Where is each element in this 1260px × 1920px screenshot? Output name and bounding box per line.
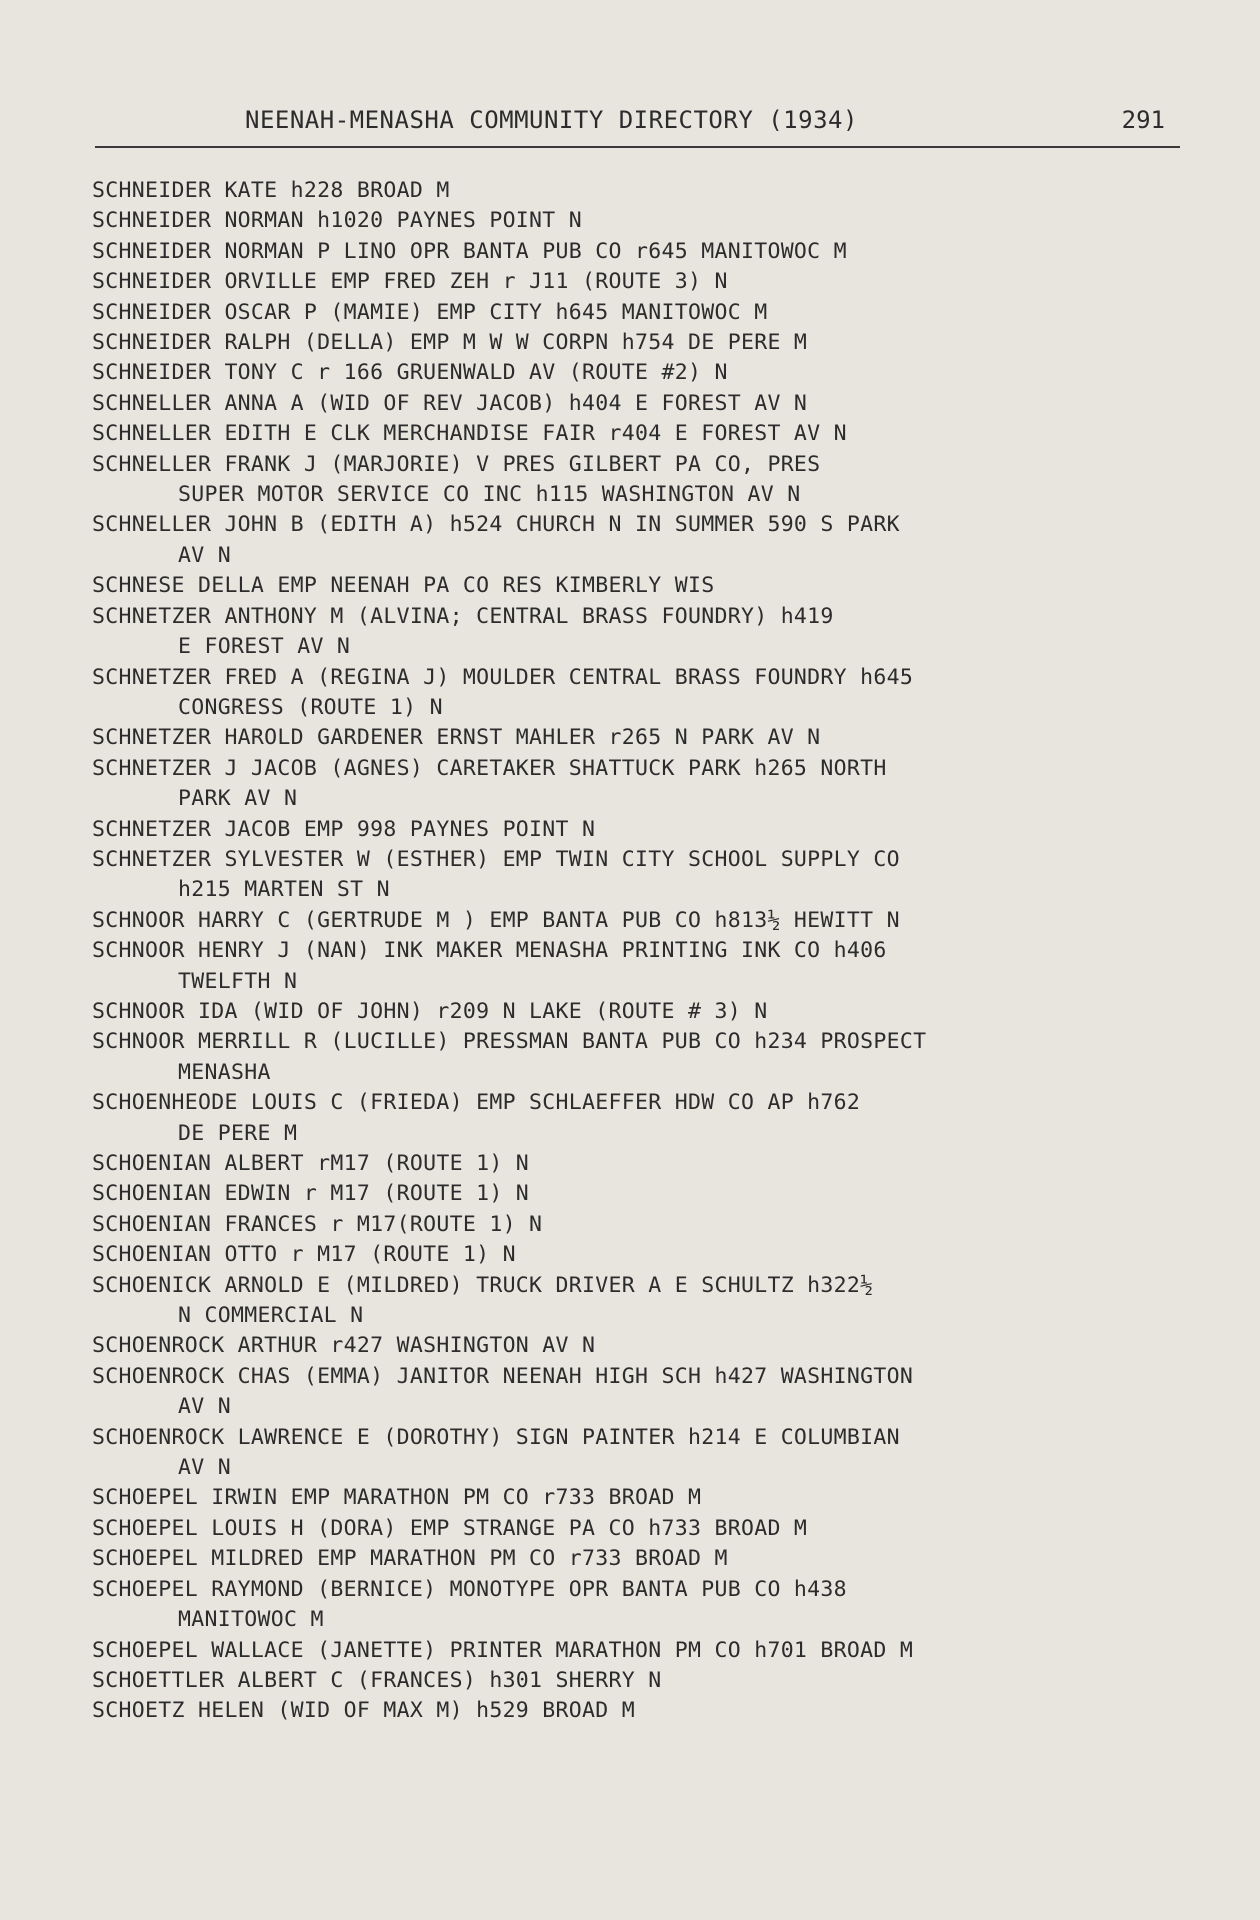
directory-entry-continuation: h215 MARTEN ST N (178, 877, 390, 903)
directory-entry-continuation: AV N (178, 542, 231, 568)
page-header (95, 106, 1180, 148)
directory-entry: SCHNETZER FRED A (REGINA J) MOULDER CENTRAL BRASS FOUNDRY h645 (92, 664, 914, 690)
directory-entry: SCHOENROCK CHAS (EMMA) JANITOR NEENAH HIGH SCH h427 WASHINGTON (92, 1363, 914, 1389)
directory-entry-continuation: E FOREST AV N (178, 634, 351, 660)
directory-entry: SCHOEPEL IRWIN EMP MARATHON PM CO r733 BROAD M (92, 1485, 702, 1511)
directory-entry: SCHNESE DELLA EMP NEENAH PA CO RES KIMBERLY WIS (92, 573, 715, 599)
directory-entry-continuation: MENASHA (178, 1059, 271, 1085)
directory-entry-continuation: AV N (178, 1394, 231, 1420)
directory-entry: SCHOEPEL WALLACE (JANETTE) PRINTER MARATHON PM CO h701 BROAD M (92, 1637, 914, 1663)
directory-entries (92, 176, 1192, 1727)
directory-entry-continuation: MANITOWOC M (178, 1607, 324, 1633)
directory-entry: SCHNOOR MERRILL R (LUCILLE) PRESSMAN BANTA PUB CO h234 PROSPECT (92, 1029, 927, 1055)
directory-entry: SCHNETZER SYLVESTER W (ESTHER) EMP TWIN CITY SCHOOL SUPPLY CO (92, 846, 900, 872)
directory-entry-continuation: SUPER MOTOR SERVICE CO INC h115 WASHINGTON AV N (178, 482, 801, 508)
directory-entry: SCHNETZER HAROLD GARDENER ERNST MAHLER r265 N PARK AV N (92, 725, 821, 751)
directory-entry: SCHNOOR HENRY J (NAN) INK MAKER MENASHA PRINTING INK CO h406 (92, 938, 887, 964)
directory-entry: SCHOENIAN OTTO r M17 (ROUTE 1) N (92, 1242, 516, 1268)
directory-entry: SCHOENHEODE LOUIS C (FRIEDA) EMP SCHLAEFFER HDW CO AP h762 (92, 1090, 861, 1116)
directory-entry-continuation: N COMMERCIAL N (178, 1303, 364, 1329)
directory-entry: SCHOENIAN FRANCES r M17(ROUTE 1) N (92, 1211, 543, 1237)
directory-entry-continuation: AV N (178, 1455, 231, 1481)
directory-entry: SCHNEIDER OSCAR P (MAMIE) EMP CITY h645 MANITOWOC M (92, 299, 768, 325)
page-title: NEENAH-MENASHA COMMUNITY DIRECTORY (1934) (245, 106, 858, 134)
directory-entry: SCHNOOR HARRY C (GERTRUDE M ) EMP BANTA PUB CO h813½ HEWITT N (92, 907, 900, 933)
directory-entry: SCHNEIDER KATE h228 BROAD M (92, 178, 450, 203)
directory-entry: SCHOENROCK ARTHUR r427 WASHINGTON AV N (92, 1333, 596, 1359)
directory-entry: SCHNEIDER NORMAN h1020 PAYNES POINT N (92, 208, 583, 234)
page-number: 291 (1121, 106, 1165, 134)
directory-entry: SCHNELLER JOHN B (EDITH A) h524 CHURCH N IN SUMMER 590 S PARK (92, 512, 900, 538)
directory-entry: SCHOENIAN EDWIN r M17 (ROUTE 1) N (92, 1181, 530, 1207)
directory-entry: SCHOENICK ARNOLD E (MILDRED) TRUCK DRIVER A E SCHULTZ h322½ (92, 1272, 874, 1298)
directory-entry: SCHNEIDER TONY C r 166 GRUENWALD AV (ROUTE #2) N (92, 360, 728, 386)
directory-entry: SCHNEIDER RALPH (DELLA) EMP M W W CORPN h754 DE PERE M (92, 330, 808, 356)
directory-entry: SCHOENIAN ALBERT rM17 (ROUTE 1) N (92, 1151, 530, 1176)
directory-entry: SCHOEPEL MILDRED EMP MARATHON PM CO r733 BROAD M (92, 1546, 728, 1572)
directory-entry-continuation: TWELFTH N (178, 968, 298, 994)
directory-entry: SCHNELLER ANNA A (WID OF REV JACOB) h404 E FOREST AV N (92, 390, 808, 416)
directory-entry: SCHNOOR IDA (WID OF JOHN) r209 N LAKE (ROUTE # 3) N (92, 998, 768, 1024)
directory-entry: SCHOEPEL RAYMOND (BERNICE) MONOTYPE OPR BANTA PUB CO h438 (92, 1576, 847, 1602)
directory-entry-continuation: PARK AV N (178, 786, 298, 812)
directory-entry: SCHOEPEL LOUIS H (DORA) EMP STRANGE PA CO h733 BROAD M (92, 1515, 808, 1541)
directory-entry: SCHOETTLER ALBERT C (FRANCES) h301 SHERRY N (92, 1667, 662, 1693)
directory-entry-continuation: DE PERE M (178, 1120, 298, 1146)
directory-entry: SCHNETZER ANTHONY M (ALVINA; CENTRAL BRASS FOUNDRY) h419 (92, 603, 834, 629)
directory-entry-continuation: CONGRESS (ROUTE 1) N (178, 694, 443, 720)
directory-entry: SCHNETZER J JACOB (AGNES) CARETAKER SHATTUCK PARK h265 NORTH (92, 755, 887, 781)
directory-entry: SCHOENROCK LAWRENCE E (DOROTHY) SIGN PAINTER h214 E COLUMBIAN (92, 1424, 900, 1450)
directory-entry: SCHNELLER FRANK J (MARJORIE) V PRES GILBERT PA CO, PRES (92, 451, 821, 477)
directory-entry: SCHNELLER EDITH E CLK MERCHANDISE FAIR r404 E FOREST AV N (92, 421, 847, 447)
directory-entry: SCHNEIDER ORVILLE EMP FRED ZEH r J11 (ROUTE 3) N (92, 269, 728, 295)
directory-entry: SCHOETZ HELEN (WID OF MAX M) h529 BROAD M (92, 1698, 636, 1724)
directory-entry: SCHNEIDER NORMAN P LINO OPR BANTA PUB CO r645 MANITOWOC M (92, 238, 847, 264)
directory-entry: SCHNETZER JACOB EMP 998 PAYNES POINT N (92, 816, 596, 842)
